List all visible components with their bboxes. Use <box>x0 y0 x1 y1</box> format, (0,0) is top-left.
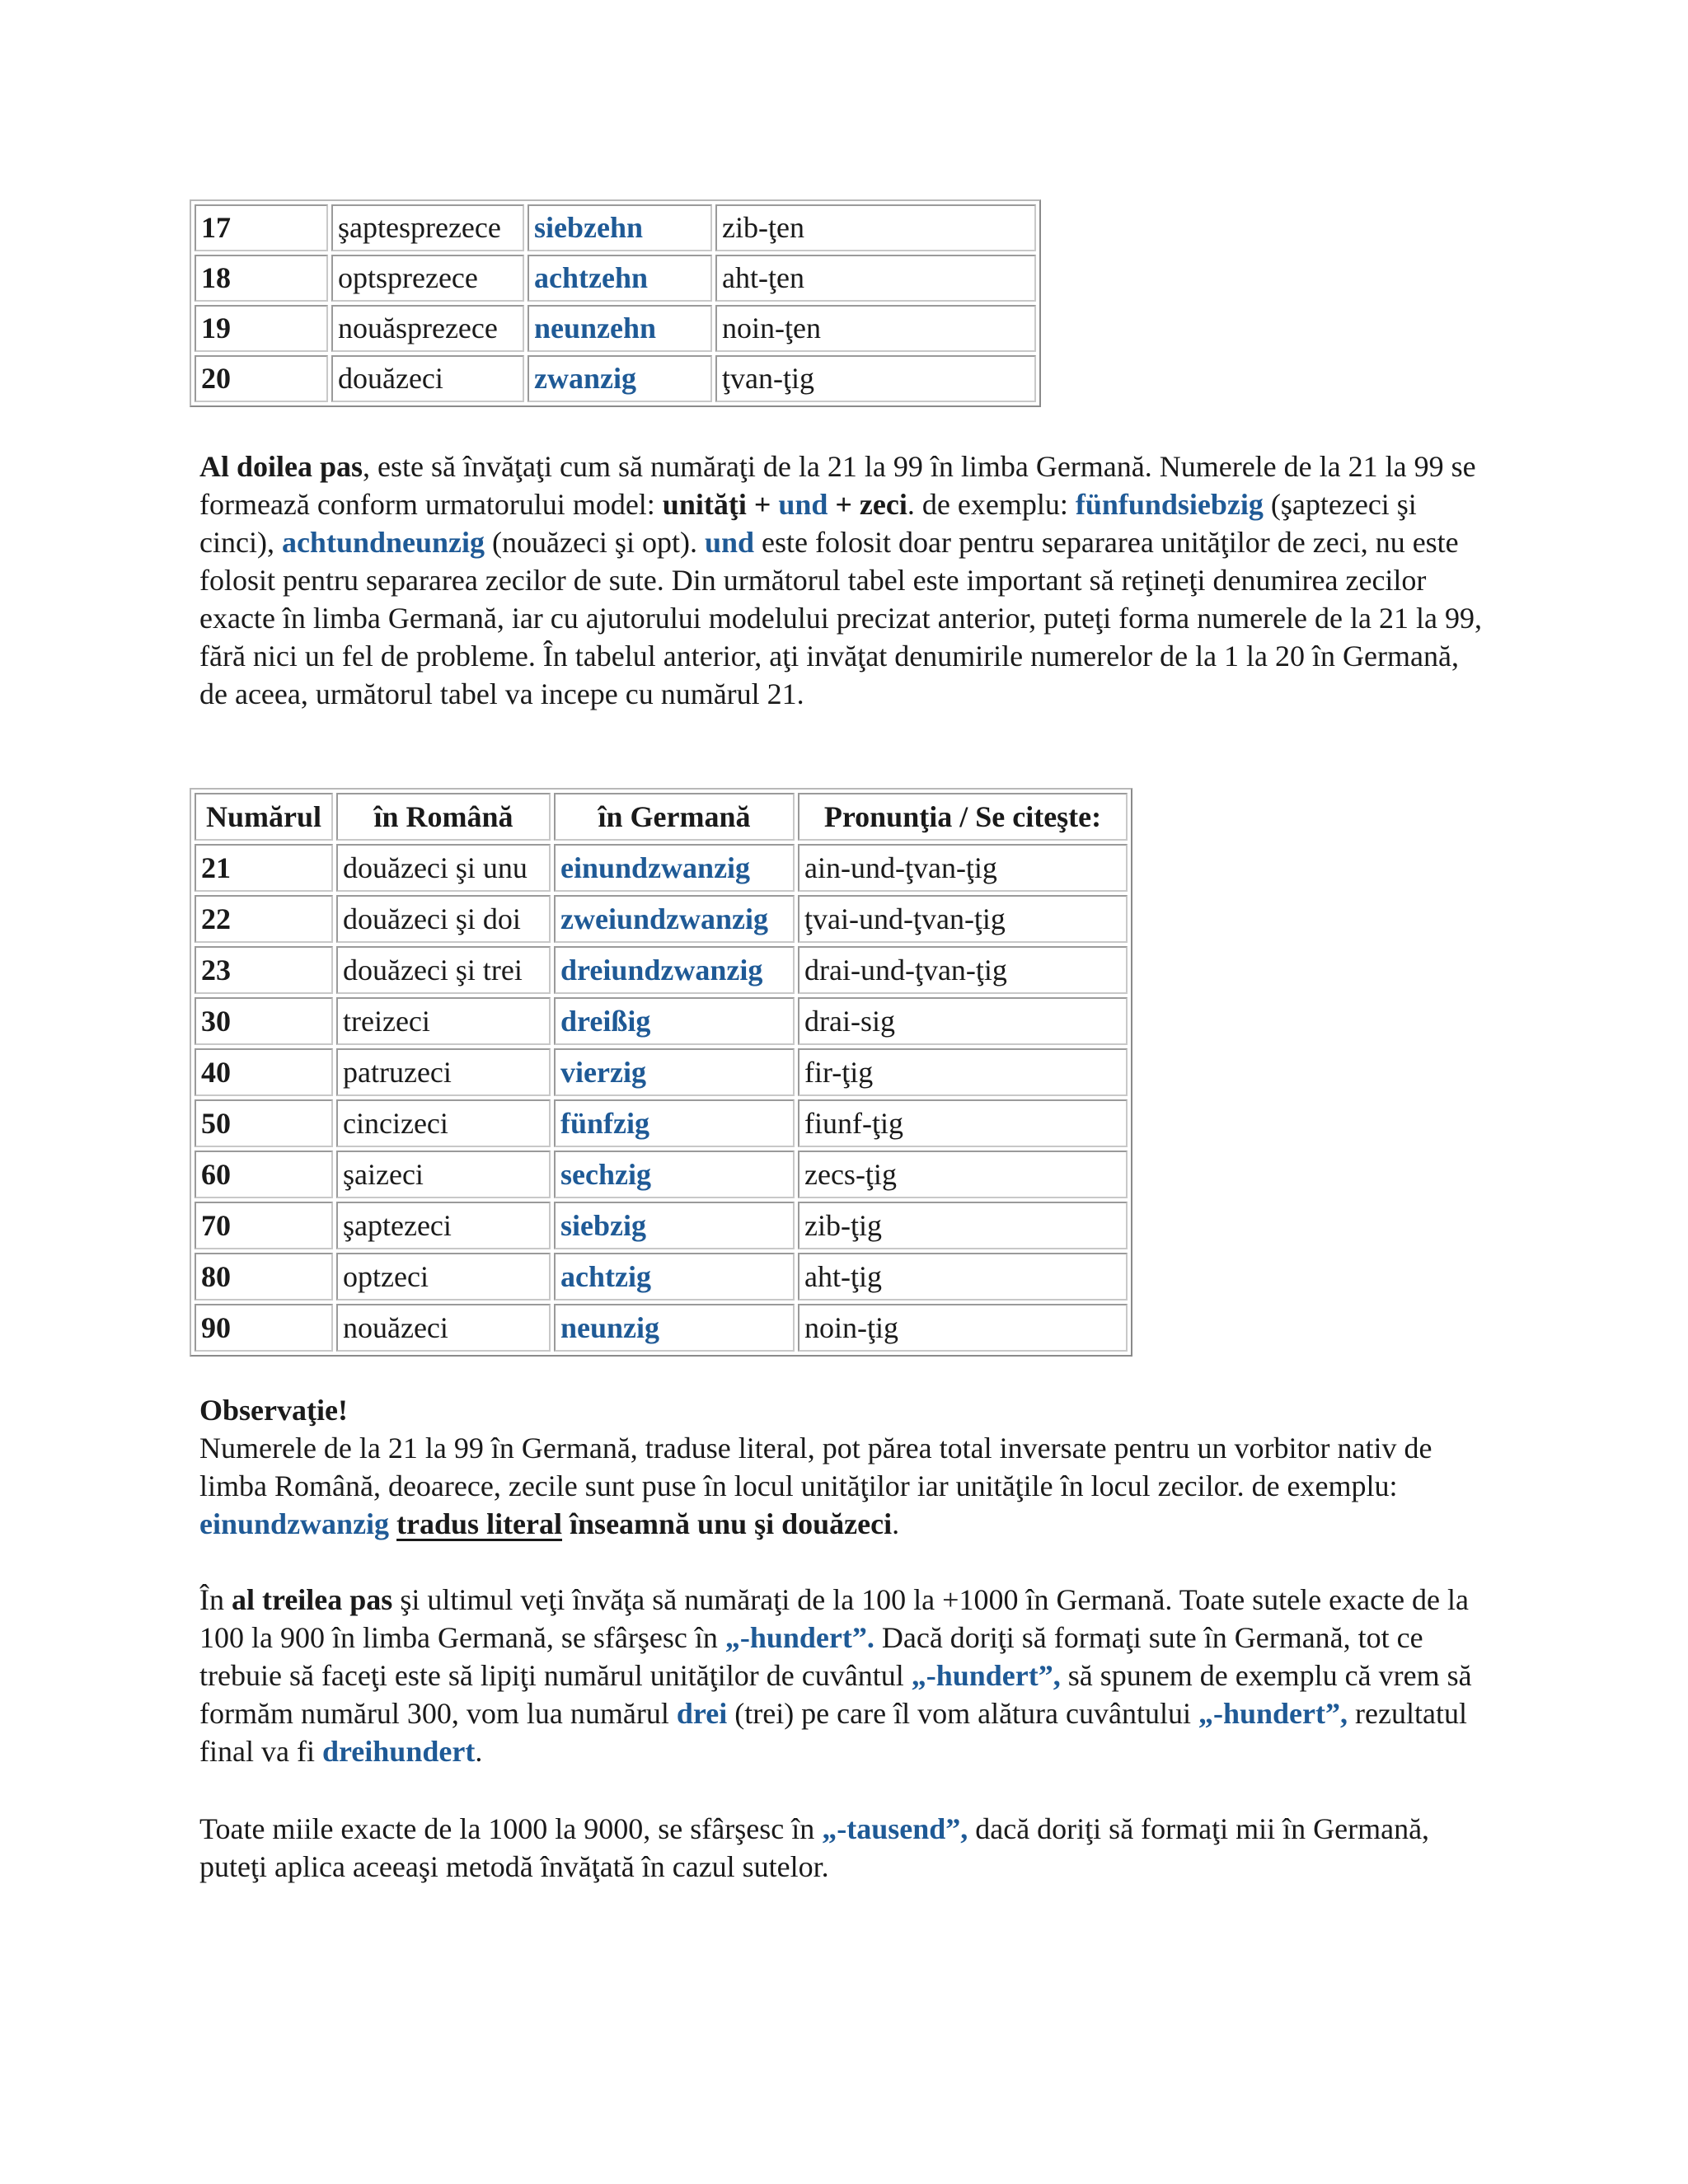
number-cell: 23 <box>195 946 333 994</box>
hundert-suffix: „-hundert”, <box>911 1659 1061 1692</box>
number-cell: 17 <box>195 204 328 251</box>
hundert-suffix: „-hundert”. <box>724 1621 874 1654</box>
romanian-cell: douăzeci şi trei <box>336 946 551 994</box>
number-cell: 60 <box>195 1151 333 1198</box>
observation-heading: Observaţie! <box>199 1394 348 1427</box>
pronunciation-cell: zib-ţig <box>798 1202 1128 1249</box>
thousands-paragraph <box>199 1810 1485 1886</box>
romanian-cell: treizeci <box>336 997 551 1045</box>
text-span: Numerele de la 21 la 99 în Germană, traduse literal, pot părea total inversate pentru un vorbitor nativ de limba Română, deoarece, zecile sunt puse în locul unităţilor iar unităţile în locul zecilor. de exemplu: <box>199 1432 1432 1502</box>
text-span: Dacă doriţi să formaţi sute în Germană, tot ce trebuie să faceţi este să lipiţi numărul unităţilor de cuvântul <box>199 1621 1423 1692</box>
text-span: Toate miile exacte de la 1000 la 9000, se sfârşesc în <box>199 1812 823 1845</box>
example-word: einundzwanzig <box>199 1507 390 1540</box>
romanian-cell: nouăzeci <box>336 1304 551 1352</box>
example-word: drei <box>676 1697 728 1730</box>
text-span: să spunem de exemplu că vrem să formăm numărul 300, vom lua numărul <box>199 1659 1472 1730</box>
text-span: (nouăzeci şi opt). <box>485 526 705 559</box>
romanian-cell: nouăsprezece <box>331 305 524 352</box>
german-cell: neunzehn <box>528 305 712 352</box>
header-german: în Germană <box>554 793 795 841</box>
third-step-label: al treilea pas <box>232 1583 393 1616</box>
german-cell: dreiundzwanzig <box>554 946 795 994</box>
german-cell: einundzwanzig <box>554 844 795 892</box>
example-word: fünfundsiebzig <box>1075 488 1264 521</box>
german-cell: zwanzig <box>528 355 712 402</box>
table-row <box>195 1099 1128 1147</box>
header-number: Numărul <box>195 793 333 841</box>
number-cell: 21 <box>195 844 333 892</box>
pronunciation-cell: fir-ţig <box>798 1048 1128 1096</box>
number-cell: 50 <box>195 1099 333 1147</box>
german-cell: zweiundzwanzig <box>554 895 795 943</box>
number-cell: 19 <box>195 305 328 352</box>
table-header-row <box>195 793 1128 841</box>
table-row <box>195 255 1036 302</box>
numbers-table-21-90 <box>190 788 1132 1357</box>
table-row <box>195 1253 1128 1301</box>
model-tens: + zeci <box>828 488 907 521</box>
pronunciation-cell: noin-ţig <box>798 1304 1128 1352</box>
german-cell: sechzig <box>554 1151 795 1198</box>
romanian-cell: douăzeci şi doi <box>336 895 551 943</box>
pronunciation-cell: noin-ţen <box>715 305 1036 352</box>
romanian-cell: şaptezeci <box>336 1202 551 1249</box>
text-span: . <box>475 1735 483 1768</box>
number-cell: 70 <box>195 1202 333 1249</box>
german-cell: fünfzig <box>554 1099 795 1147</box>
romanian-cell: patruzeci <box>336 1048 551 1096</box>
pronunciation-cell: drai-sig <box>798 997 1128 1045</box>
text-span: rezultatul final va fi <box>199 1697 1467 1768</box>
number-cell: 30 <box>195 997 333 1045</box>
romanian-cell: douăzeci <box>331 355 524 402</box>
number-cell: 20 <box>195 355 328 402</box>
example-word: achtundneunzig <box>281 526 485 559</box>
text-span: (trei) pe care îl vom alătura cuvântului <box>727 1697 1198 1730</box>
romanian-cell: optzeci <box>336 1253 551 1301</box>
text-span <box>389 1507 396 1540</box>
romanian-cell: douăzeci şi unu <box>336 844 551 892</box>
third-step-paragraph <box>199 1581 1485 1770</box>
romanian-cell: cincizeci <box>336 1099 551 1147</box>
tausend-suffix: „-tausend”, <box>822 1812 968 1845</box>
table-row <box>195 355 1036 402</box>
number-cell: 80 <box>195 1253 333 1301</box>
number-cell: 22 <box>195 895 333 943</box>
german-cell: vierzig <box>554 1048 795 1096</box>
table-row <box>195 895 1128 943</box>
text-span: (şaptezeci şi cinci), <box>199 488 1417 559</box>
table-row <box>195 1151 1128 1198</box>
table-row <box>195 1202 1128 1249</box>
table-row <box>195 1048 1128 1096</box>
header-pronunciation: Pronunţia / Se citeşte: <box>798 793 1128 841</box>
table-row <box>195 204 1036 251</box>
pronunciation-cell: ţvan-ţig <box>715 355 1036 402</box>
german-cell: neunzig <box>554 1304 795 1352</box>
pronunciation-cell: drai-und-ţvan-ţig <box>798 946 1128 994</box>
text-span: . <box>892 1507 900 1540</box>
literal-meaning: înseamnă unu şi douăzeci <box>562 1507 893 1540</box>
table-row <box>195 997 1128 1045</box>
table-row <box>195 844 1128 892</box>
text-span: . de exemplu: <box>907 488 1076 521</box>
und-word: und <box>778 488 828 521</box>
second-step-paragraph <box>199 448 1485 713</box>
text-span: , este să învăţaţi cum să număraţi de la 21 la 99 în limba Germană. Numerele de la 21 la 99 se formează conform urmatorului model: <box>199 450 1476 521</box>
und-word: und <box>704 526 755 559</box>
hundert-suffix: „-hundert”, <box>1198 1697 1348 1730</box>
pronunciation-cell: aht-ţen <box>715 255 1036 302</box>
model-units: unităţi + <box>662 488 779 521</box>
number-cell: 40 <box>195 1048 333 1096</box>
example-word: dreihundert <box>321 1735 476 1768</box>
observation-paragraph <box>199 1429 1485 1543</box>
pronunciation-cell: zib-ţen <box>715 204 1036 251</box>
literal-translation-label: tradus literal <box>396 1507 563 1540</box>
pronunciation-cell: ain-und-ţvan-ţig <box>798 844 1128 892</box>
german-cell: achtzehn <box>528 255 712 302</box>
text-span: dacă doriţi să formaţi mii în Germană, puteţi aplica aceeaşi metodă învăţată în cazul sutelor. <box>199 1812 1430 1883</box>
number-cell: 90 <box>195 1304 333 1352</box>
pronunciation-cell: zecs-ţig <box>798 1151 1128 1198</box>
romanian-cell: şaizeci <box>336 1151 551 1198</box>
romanian-cell: optsprezece <box>331 255 524 302</box>
text-span: În <box>199 1583 232 1616</box>
german-cell: siebzig <box>554 1202 795 1249</box>
romanian-cell: şaptesprezece <box>331 204 524 251</box>
text-span: este folosit doar pentru separarea unităţilor de zeci, nu este folosit pentru separarea zecilor de sute. Din următorul tabel este important să reţineţi denumirea zecilor exacte în limba Germană, iar cu ajutorului modelului precizat anterior, puteţi forma numerele de la 21 la 99, fără nici un fel de probleme. În tabelul anterior, aţi invăţat denumirile numerelor de la 1 la 20 în Germană, de aceea, următorul tabel va incepe cu numărul 21. <box>199 526 1482 710</box>
header-romanian: în Română <box>336 793 551 841</box>
text-span: şi ultimul veţi învăţa să număraţi de la 100 la +1000 în Germană. Toate sutele exacte de la 100 la 900 în limba Germană, se sfârşesc în <box>199 1583 1470 1654</box>
pronunciation-cell: aht-ţig <box>798 1253 1128 1301</box>
table-row <box>195 305 1036 352</box>
german-cell: achtzig <box>554 1253 795 1301</box>
table-row <box>195 946 1128 994</box>
pronunciation-cell: ţvai-und-ţvan-ţig <box>798 895 1128 943</box>
german-cell: dreißig <box>554 997 795 1045</box>
second-step-label: Al doilea pas <box>199 450 363 483</box>
pronunciation-cell: fiunf-ţig <box>798 1099 1128 1147</box>
numbers-table-17-20 <box>190 199 1041 407</box>
table-row <box>195 1304 1128 1352</box>
number-cell: 18 <box>195 255 328 302</box>
german-cell: siebzehn <box>528 204 712 251</box>
